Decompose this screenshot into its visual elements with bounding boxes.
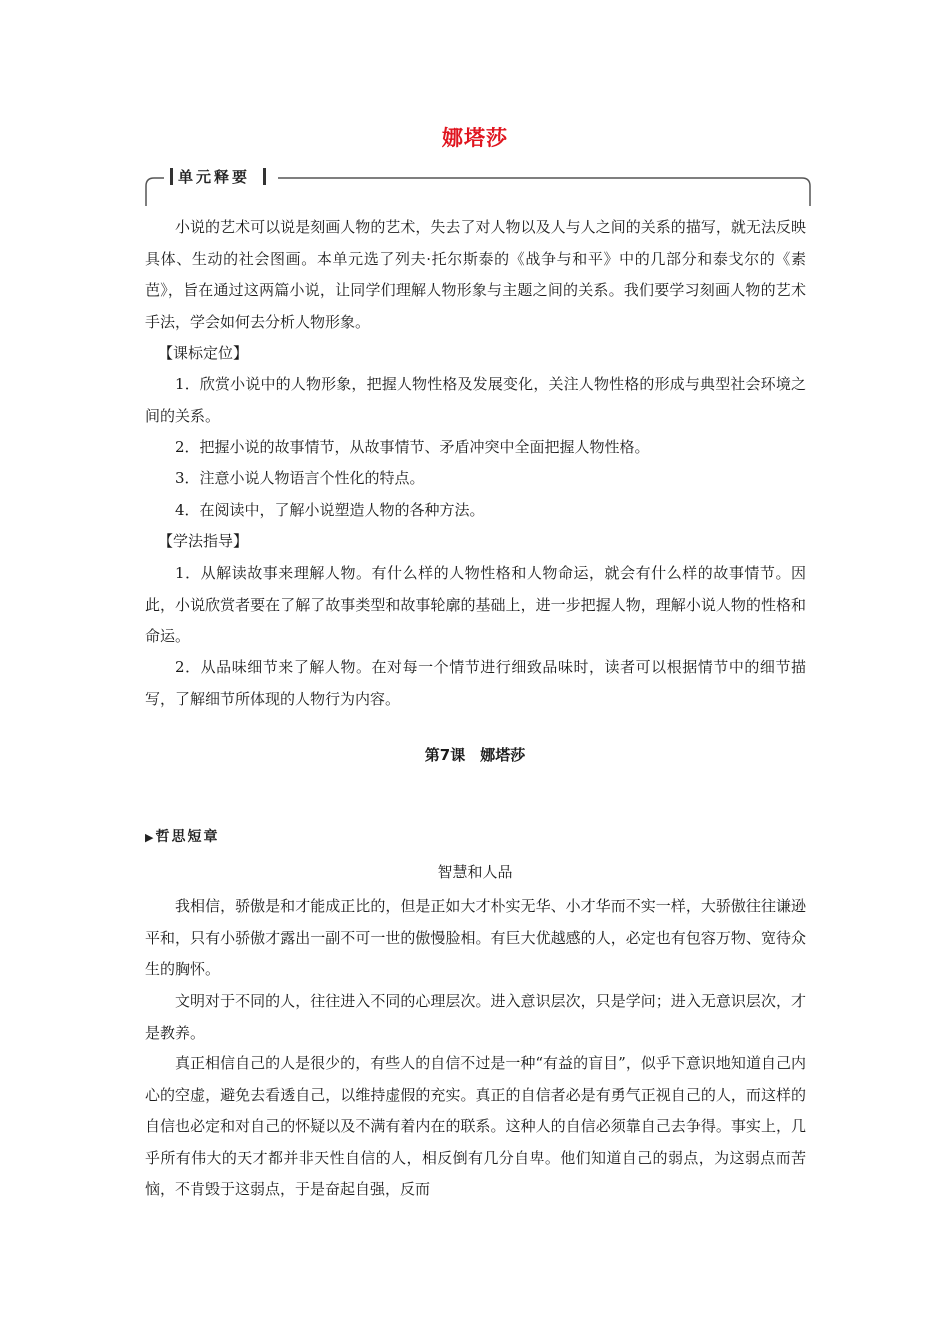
unit-summary-heading: 单元释要 xyxy=(178,168,251,186)
lesson-title: 第7课 娜塔莎 xyxy=(424,746,526,764)
label-bar-right xyxy=(263,168,266,185)
standard-item: 1．欣赏小说中的人物形象，把握人物性格及发展变化，关注人物性格的形成与典型社会环境之间的关系。 xyxy=(145,375,806,425)
method-item: 1．从解读故事来理解人物。有什么样的人物性格和人物命运，就会有什么样的故事情节。因此，小说欣赏者要在了解了故事类型和故事轮廓的基础上，进一步把握人物，理解小说人物的性格和命运。 xyxy=(145,564,806,645)
standard-item: 2．把握小说的故事情节，从故事情节、矛盾冲突中全面把握人物性格。 xyxy=(175,438,650,456)
method-heading: 【学法指导】 xyxy=(158,532,249,550)
page-title: 娜塔莎 xyxy=(442,126,508,150)
essay-paragraph: 真正相信自己的人是很少的，有些人的自信不过是一种“有益的盲目”，似乎下意识地知道自己内心的空虚，避免去看透自己，以维持虚假的充实。真正的自信者必是有勇气正视自己的人，而这样的自信也必定和对自己的怀疑以及不满有着内在的联系。这种人的自信必须靠自己去争得。事实上，几乎所有伟大的天才都并非天性自信的人，相反倒有几分自卑。他们知道自己的弱点，为这弱点而苦恼，不肯毁于这弱点，于是奋起自强，反而 xyxy=(145,1054,806,1198)
label-bar-left xyxy=(170,168,173,185)
method-item: 2．从品味细节来了解人物。在对每一个情节进行细致品味时，读者可以根据情节中的细节描写，了解细节所体现的人物行为内容。 xyxy=(145,658,806,708)
section-label xyxy=(145,826,219,846)
essay-paragraph: 我相信，骄傲是和才能成正比的，但是正如大才朴实无华、小才华而不实一样，大骄傲往往谦逊平和，只有小骄傲才露出一副不可一世的傲慢脸相。有巨大优越感的人，必定也有包容万物、宽待众生的胸怀。 xyxy=(145,897,806,978)
unit-intro: 小说的艺术可以说是刻画人物的艺术，失去了对人物以及人与人之间的关系的描写，就无法反映具体、生动的社会图画。本单元选了列夫·托尔斯泰的《战争与和平》中的几部分和泰戈尔的《素芭》，旨在通过这两篇小说，让同学们理解人物形象与主题之间的关系。我们要学习刻画人物的艺术手法，学会如何去分析人物形象。 xyxy=(145,218,806,331)
standard-item: 4．在阅读中，了解小说塑造人物的各种方法。 xyxy=(175,501,485,519)
standard-item: 3．注意小说人物语言个性化的特点。 xyxy=(175,469,425,487)
section-label-text: 哲思短章 xyxy=(155,829,220,845)
essay-title: 智慧和人品 xyxy=(437,863,513,881)
standards-heading: 【课标定位】 xyxy=(158,344,249,362)
essay-paragraph: 文明对于不同的人，往往进入不同的心理层次。进入意识层次，只是学问；进入无意识层次，才是教养。 xyxy=(145,992,806,1042)
triangle-marker-icon: ▶ xyxy=(145,831,156,844)
